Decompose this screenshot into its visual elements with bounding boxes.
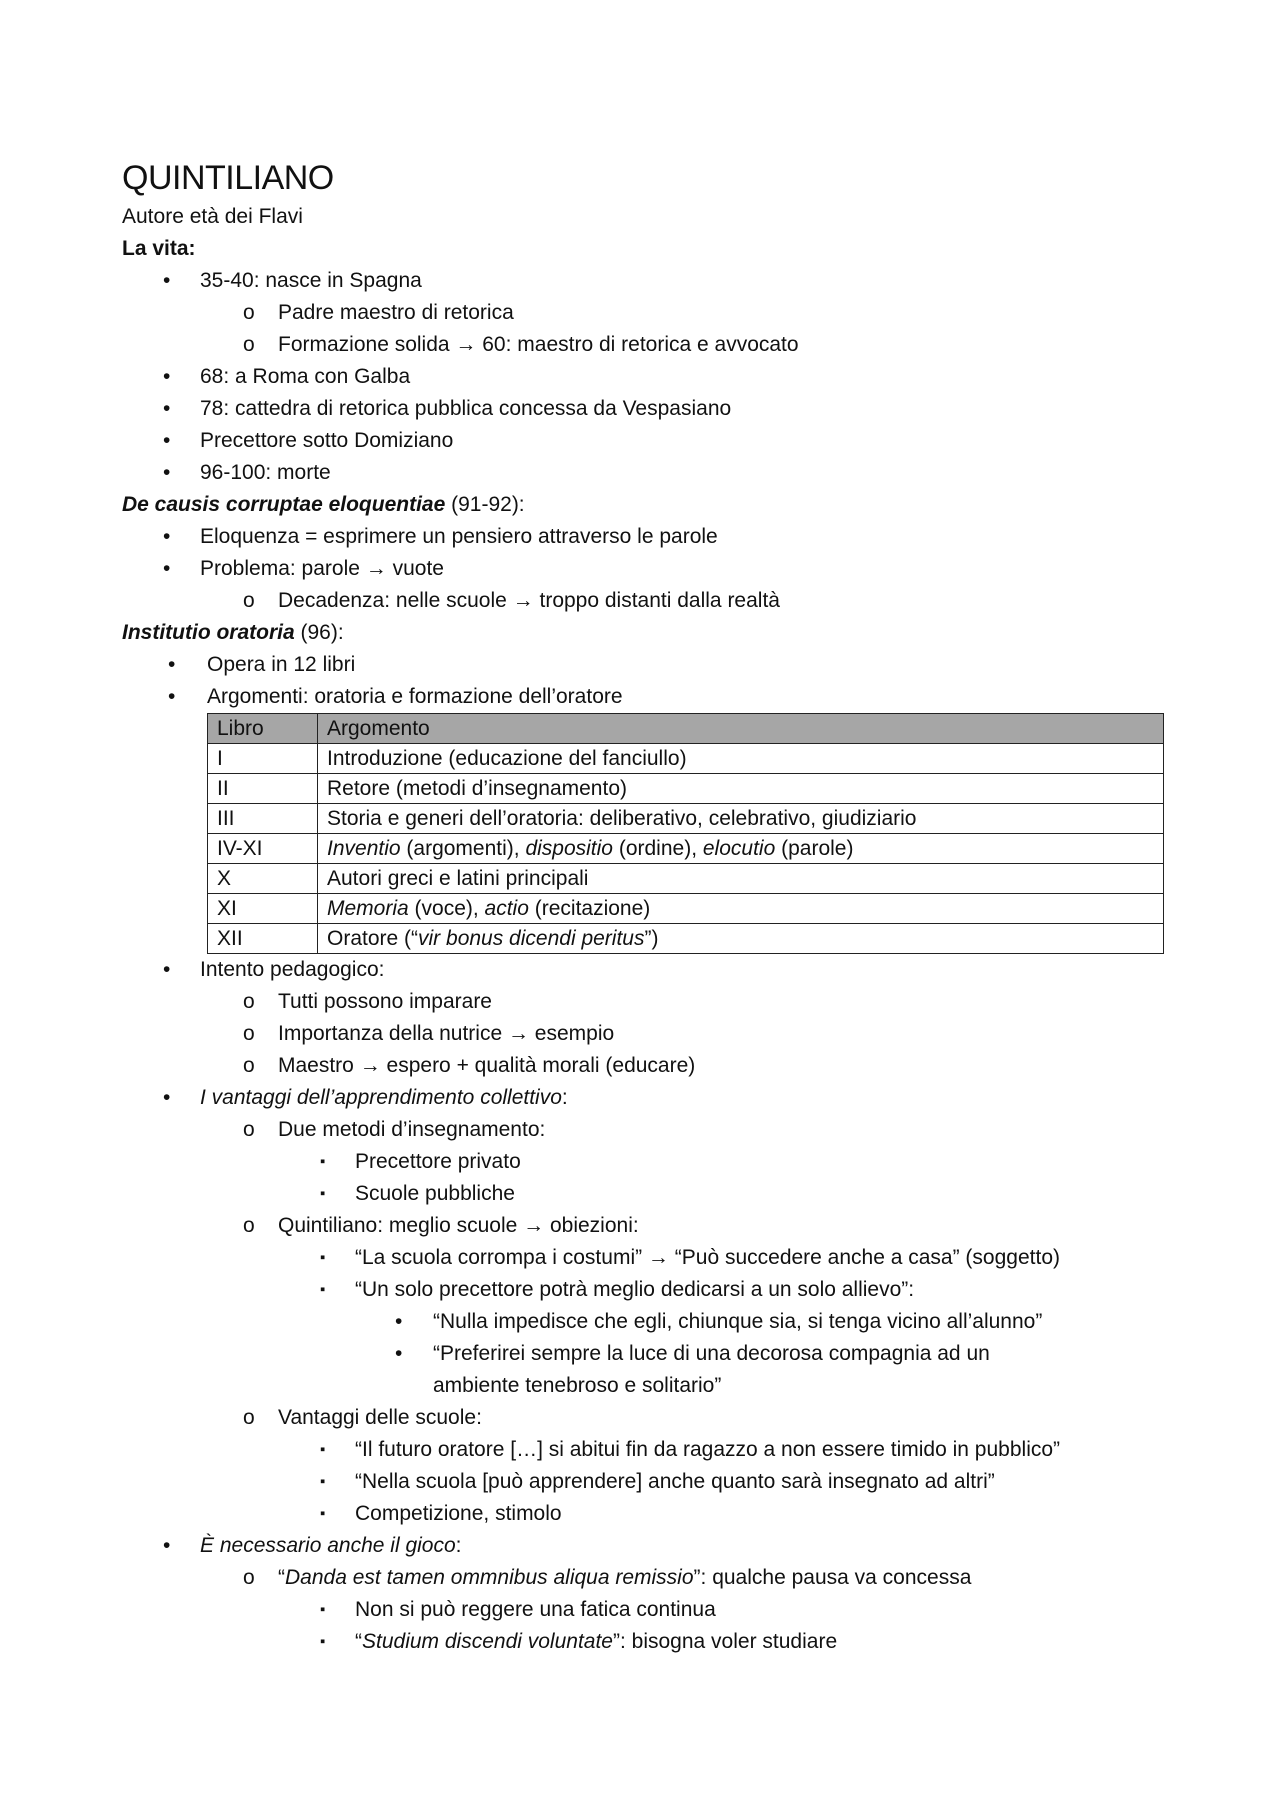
cell-argomento	[318, 774, 1164, 804]
bullet-icon: ▪	[320, 1441, 326, 1458]
table-header-row	[208, 714, 1164, 744]
list-item	[0, 1338, 1280, 1370]
text-run: Autori greci e latini principali	[327, 867, 589, 890]
bullet-icon: o	[243, 1214, 255, 1237]
list-item-text	[200, 393, 731, 425]
bullet-icon: o	[243, 333, 255, 356]
list-item	[0, 1274, 1280, 1306]
list-item	[0, 265, 1280, 297]
text-run: Autore età dei Flavi	[122, 205, 303, 228]
text-run: “Nella scuola [può apprendere] anche quanto sarà insegnato ad altri”	[355, 1470, 995, 1493]
text-run: “Un solo precettore potrà meglio dedicarsi a un solo allievo”:	[355, 1278, 915, 1301]
list-item-text	[433, 1306, 1042, 1338]
list-item	[0, 1434, 1280, 1466]
bullet-icon: ▪	[320, 1473, 326, 1490]
list-item-text	[122, 201, 303, 233]
list-item-text	[200, 553, 444, 585]
list-item-text	[200, 1530, 462, 1562]
list-item-text	[207, 649, 355, 681]
bullet-icon: •	[163, 365, 171, 388]
list-item	[0, 681, 1280, 713]
bullet-icon: •	[168, 685, 176, 708]
heading-line	[0, 233, 1280, 265]
list-item-text	[200, 361, 410, 393]
cell-libro: XII	[208, 924, 318, 954]
list-item	[0, 361, 1280, 393]
bullet-icon: •	[163, 958, 171, 981]
document-body	[0, 201, 1280, 1658]
bullet-icon: •	[163, 397, 171, 420]
text-run: (recitazione)	[528, 897, 651, 920]
list-item	[0, 1370, 1280, 1402]
text-run: 96-100: morte	[200, 461, 331, 484]
text-run: Problema: parole → vuote	[200, 557, 444, 580]
bullet-icon: o	[243, 1022, 255, 1045]
text-run: “Nulla impedisce che egli, chiunque sia, si tenga vicino all’alunno”	[433, 1310, 1043, 1333]
bullet-icon: o	[243, 589, 255, 612]
list-item-text	[355, 1594, 716, 1626]
list-item-text	[355, 1274, 914, 1306]
text-run: Danda est tamen ommnibus aliqua remissio	[285, 1566, 694, 1589]
table-row	[208, 894, 1164, 924]
text-run: Quintiliano: meglio scuole → obiezioni:	[278, 1214, 639, 1237]
text-run: 78: cattedra di retorica pubblica concessa da Vespasiano	[200, 397, 732, 420]
list-item	[0, 521, 1280, 553]
list-item	[0, 986, 1280, 1018]
bullet-icon: ▪	[320, 1249, 326, 1266]
list-item	[0, 553, 1280, 585]
text-run: “	[278, 1566, 285, 1589]
text-run: Oratore (“	[327, 927, 419, 950]
list-item	[0, 1018, 1280, 1050]
bullet-icon: ▪	[320, 1185, 326, 1202]
cell-libro: I	[208, 744, 318, 774]
bullet-icon: •	[163, 525, 171, 548]
table-row	[208, 774, 1164, 804]
text-run: ”)	[644, 927, 659, 950]
list-item	[0, 1530, 1280, 1562]
text-run: ”: bisogna voler studiare	[613, 1630, 838, 1653]
list-item	[0, 1306, 1280, 1338]
text-run: (ordine),	[613, 837, 703, 860]
text-run: :	[455, 1534, 462, 1557]
list-item	[0, 1242, 1280, 1274]
list-item-text	[355, 1466, 995, 1498]
bullet-icon: o	[243, 1054, 255, 1077]
text-run: (argomenti),	[400, 837, 526, 860]
list-item	[0, 393, 1280, 425]
text-run: Inventio	[327, 837, 401, 860]
cell-argomento	[318, 864, 1164, 894]
list-item	[0, 1466, 1280, 1498]
list-item-text	[122, 617, 344, 649]
list-item-text	[122, 233, 196, 265]
bullet-icon: •	[163, 557, 171, 580]
cell-argomento	[318, 894, 1164, 924]
list-item-text	[278, 297, 514, 329]
text-run: Non si può reggere una fatica continua	[355, 1598, 716, 1621]
bullet-icon: o	[243, 990, 255, 1013]
text-run: De causis corruptae eloquentiae	[122, 493, 446, 516]
cell-argomento	[318, 834, 1164, 864]
list-item-text	[355, 1434, 1060, 1466]
bullet-icon: •	[168, 653, 176, 676]
list-item-text	[200, 1082, 568, 1114]
books-table	[207, 713, 1164, 954]
bullet-icon: ▪	[320, 1153, 326, 1170]
list-item-text	[433, 1370, 721, 1402]
list-item-text	[278, 1562, 971, 1594]
list-item-text	[355, 1146, 521, 1178]
list-item-text	[278, 1050, 695, 1082]
list-item-text	[200, 457, 331, 489]
bullet-icon: o	[243, 1566, 255, 1589]
list-item	[0, 1626, 1280, 1658]
text-run: Precettore privato	[355, 1150, 521, 1173]
list-item-text	[200, 265, 422, 297]
list-item-text	[200, 521, 718, 553]
list-item-text	[278, 1402, 482, 1434]
bullet-icon: ▪	[320, 1281, 326, 1298]
text-run: Maestro → espero + qualità morali (educare)	[278, 1054, 696, 1077]
list-item-text	[278, 1018, 614, 1050]
list-item	[0, 1498, 1280, 1530]
text-run: Due metodi d’insegnamento:	[278, 1118, 546, 1141]
cell-libro: X	[208, 864, 318, 894]
text-run: Importanza della nutrice → esempio	[278, 1022, 615, 1045]
list-item	[0, 1178, 1280, 1210]
text-run: 35-40: nasce in Spagna	[200, 269, 422, 292]
list-item	[0, 1050, 1280, 1082]
bullet-icon: •	[163, 269, 171, 292]
text-run: Memoria	[327, 897, 409, 920]
text-run: Scuole pubbliche	[355, 1182, 515, 1205]
cell-libro: XI	[208, 894, 318, 924]
list-item-text	[278, 986, 492, 1018]
text-run: 68: a Roma con Galba	[200, 365, 411, 388]
list-item	[0, 425, 1280, 457]
list-item	[0, 585, 1280, 617]
text-run: Storia e generi dell’oratoria: deliberativo, celebrativo, giudiziario	[327, 807, 917, 830]
list-item-text	[200, 954, 385, 986]
text-run: Introduzione (educazione del fanciullo)	[327, 747, 687, 770]
text-run: (96):	[294, 621, 344, 644]
table-row	[208, 744, 1164, 774]
bullet-icon: •	[163, 461, 171, 484]
bullet-icon: •	[395, 1310, 403, 1333]
text-run: “Preferirei sempre la luce di una decorosa compagnia ad un	[433, 1342, 990, 1365]
text-run: “La scuola corrompa i costumi” → “Può succedere anche a casa” (soggetto)	[355, 1246, 1060, 1269]
table-row	[208, 834, 1164, 864]
text-run: Opera in 12 libri	[207, 653, 356, 676]
list-item-text	[278, 1210, 639, 1242]
bullet-icon: •	[163, 1534, 171, 1557]
text-run: ”: qualche pausa va concessa	[693, 1566, 972, 1589]
cell-libro: II	[208, 774, 318, 804]
list-item	[0, 1082, 1280, 1114]
text-run: Studium discendi voluntate	[362, 1630, 613, 1653]
list-item	[0, 457, 1280, 489]
text-run: Retore (metodi d’insegnamento)	[327, 777, 627, 800]
bullet-icon: •	[395, 1342, 403, 1365]
text-run: ambiente tenebroso e solitario”	[433, 1374, 722, 1397]
table-row	[208, 804, 1164, 834]
cell-argomento	[318, 924, 1164, 954]
text-run: La vita:	[122, 237, 196, 260]
text-run: Precettore sotto Domiziano	[200, 429, 454, 452]
list-item	[0, 329, 1280, 361]
notes-after-table	[0, 954, 1280, 1658]
text-run: Eloquenza = esprimere un pensiero attraverso le parole	[200, 525, 718, 548]
text-run: :	[561, 1086, 568, 1109]
list-item	[0, 1114, 1280, 1146]
text-run: dispositio	[525, 837, 613, 860]
list-item-text	[278, 585, 780, 617]
text-run: È necessario anche il gioco	[200, 1534, 456, 1557]
list-item-text	[355, 1626, 837, 1658]
text-run: vir bonus dicendi peritus	[418, 927, 645, 950]
list-item	[0, 1562, 1280, 1594]
text-run: actio	[484, 897, 529, 920]
list-item-text	[207, 681, 623, 713]
list-item-text	[278, 1114, 545, 1146]
text-run: Intento pedagogico:	[200, 958, 385, 981]
text-run: Competizione, stimolo	[355, 1502, 562, 1525]
list-item-text	[433, 1338, 990, 1370]
text-run: I vantaggi dell’apprendimento collettivo	[200, 1086, 562, 1109]
cell-argomento	[318, 804, 1164, 834]
list-item-text	[200, 425, 453, 457]
cell-libro: III	[208, 804, 318, 834]
heading-line	[0, 617, 1280, 649]
list-item	[0, 1402, 1280, 1434]
text-run: elocutio	[702, 837, 776, 860]
list-item	[0, 954, 1280, 986]
cell-libro: IV-XI	[208, 834, 318, 864]
text-run: Institutio oratoria	[122, 621, 295, 644]
notes-before-table	[0, 201, 1280, 713]
text-run: (parole)	[775, 837, 854, 860]
table-row	[208, 924, 1164, 954]
table-row	[208, 864, 1164, 894]
text-run: (91-92):	[445, 493, 525, 516]
list-item	[0, 1210, 1280, 1242]
cell-argomento	[318, 744, 1164, 774]
text-run: (voce),	[408, 897, 485, 920]
list-item-text	[122, 489, 525, 521]
text-run: Argomenti: oratoria e formazione dell’oratore	[207, 685, 623, 708]
list-item	[0, 1146, 1280, 1178]
header-libro: Libro	[208, 714, 318, 744]
text-run: Vantaggi delle scuole:	[278, 1406, 482, 1429]
text-run: “Il futuro oratore […] si abitui fin da ragazzo a non essere timido in pubblico”	[355, 1438, 1061, 1461]
list-item-text	[278, 329, 799, 361]
bullet-icon: ▪	[320, 1633, 326, 1650]
header-argomento: Argomento	[318, 714, 1164, 744]
list-item	[0, 1594, 1280, 1626]
bullet-icon: o	[243, 301, 255, 324]
text-run: Tutti possono imparare	[278, 990, 492, 1013]
text-run: “	[355, 1630, 362, 1653]
list-item-text	[355, 1178, 515, 1210]
list-item	[0, 649, 1280, 681]
bullet-icon: o	[243, 1118, 255, 1141]
bullet-icon: ▪	[320, 1601, 326, 1618]
list-item	[0, 297, 1280, 329]
bullet-icon: •	[163, 429, 171, 452]
list-item-text	[355, 1498, 562, 1530]
bullet-icon: ▪	[320, 1505, 326, 1522]
bullet-icon: •	[163, 1086, 171, 1109]
text-run: Formazione solida → 60: maestro di retorica e avvocato	[278, 333, 799, 356]
list-item-text	[355, 1242, 1060, 1274]
text-run: Decadenza: nelle scuole → troppo distanti dalla realtà	[278, 589, 780, 612]
text-run: Padre maestro di retorica	[278, 301, 514, 324]
heading-line	[0, 489, 1280, 521]
heading-line	[0, 201, 1280, 233]
document-title: QUINTILIANO	[122, 159, 334, 197]
bullet-icon: o	[243, 1406, 255, 1429]
